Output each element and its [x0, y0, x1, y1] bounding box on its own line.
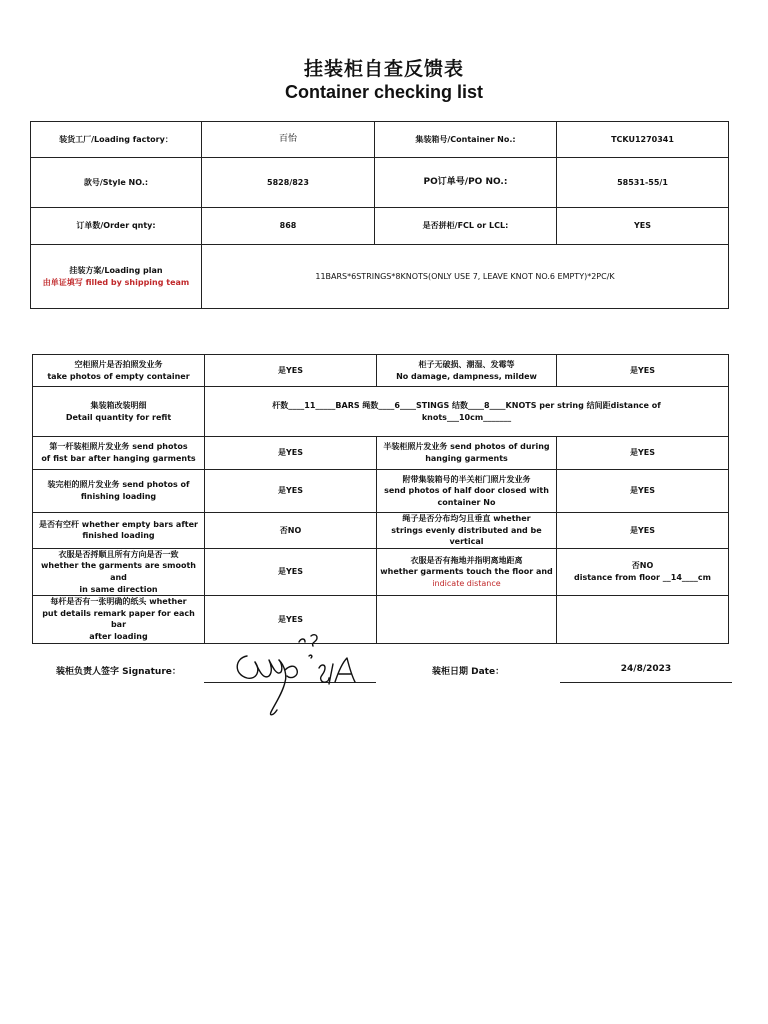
fcl-lcl-value: YES: [557, 208, 729, 245]
remark-en-3: after loading: [89, 631, 148, 641]
date-label: 装柜日期 Date：: [432, 667, 505, 677]
first-bar-en-1: send photos: [132, 442, 188, 452]
half-cn: 半装柜照片发业务: [383, 442, 448, 452]
finished-en-2: finishing loading: [80, 492, 157, 501]
first-bar-answer: 是YES: [205, 437, 377, 470]
first-bar-en-2: of fist bar after hanging garments: [41, 454, 196, 463]
smooth-question: [33, 548, 205, 595]
container-info-table: [30, 121, 729, 309]
half-en-2: hanging garments: [425, 454, 508, 463]
refit-detail: [205, 387, 729, 437]
loading-factory-value: 百怡: [202, 122, 375, 158]
floor-red-note: indicate distance: [432, 578, 501, 588]
title-english: Container checking list: [284, 82, 484, 102]
strings-answer: 是YES: [557, 513, 729, 549]
half-door-answer: 是YES: [557, 470, 729, 513]
finished-question: [33, 470, 205, 513]
container-no-value: TCKU1270341: [557, 122, 729, 158]
handwritten-signature: [225, 630, 375, 720]
loading-plan-note-cn: 由单证填写: [42, 277, 83, 287]
remark-en-1: whether: [149, 597, 187, 607]
date-line: [560, 682, 732, 683]
empty-bars-en-2: finished loading: [82, 531, 155, 541]
floor-en: whether garments touch the floor and: [380, 567, 553, 577]
half-door-question: [377, 470, 557, 513]
date-value: 24/8/2023: [620, 664, 672, 674]
half-loaded-question: [377, 437, 557, 470]
strings-en-2: strings evenly distributed and be vertical: [391, 525, 542, 547]
empty-bars-cn: 是否有空杆: [39, 519, 79, 529]
empty-photo-question: [33, 355, 205, 387]
po-no-value: 58531-55/1: [557, 158, 729, 208]
first-bar-question: [33, 437, 205, 470]
smooth-cn: 衣服是否捋顺且所有方向是否一致: [58, 549, 179, 559]
refit-line-1: 杆数____11_____BARS 绳数____6____STINGS 结数____8____KNOTS per string 结间距distance of: [272, 400, 661, 410]
strings-en-1: whether: [493, 514, 531, 523]
signature-label: 装柜负责人签字 Signature：: [56, 667, 181, 677]
loading-plan-value: 11BARS*6STRINGS*8KNOTS(ONLY USE 7, LEAVE KNOT NO.6 EMPTY)*2PC/K: [202, 245, 729, 309]
smooth-en-2: in same direction: [79, 584, 158, 594]
container-no-label: 集装箱号/Container No.:: [375, 122, 557, 158]
checklist-table: [32, 354, 729, 644]
finished-cn: 装完柜的照片发业务: [47, 480, 120, 490]
empty-bars-en-1: whether empty bars after: [81, 519, 198, 529]
floor-cn: 衣服是否有拖地并指明离地距离: [410, 555, 523, 565]
empty-bars-question: [33, 513, 205, 549]
finished-en-1: send photos of: [122, 480, 190, 490]
no-damage-cn: 柜子无破损、潮湿、发霉等: [418, 359, 515, 369]
empty-cell-2: [557, 596, 729, 643]
empty-photo-cn: 空柜照片是否拍照发业务: [74, 359, 163, 369]
empty-photo-en: take photos of empty container: [47, 371, 190, 381]
title-chinese: 挂装柜自查反馈表: [303, 58, 464, 80]
floor-answer-cn: 否NO: [631, 561, 654, 571]
loading-factory-label: 装货工厂/Loading factory：: [31, 122, 202, 158]
remark-en-2: put details remark paper for each bar: [42, 608, 195, 630]
refit-line-2: knots___10cm_______: [421, 412, 512, 422]
floor-question: [377, 548, 557, 595]
no-damage-question: [377, 355, 557, 387]
order-qnty-value: 868: [202, 208, 375, 245]
floor-distance: distance from floor __14____cm: [573, 572, 711, 582]
loading-plan-note-en: filled by shipping team: [85, 277, 190, 287]
remark-cn: 每杆是否有一张明确的纸头: [50, 597, 147, 607]
smooth-answer: 是YES: [205, 548, 377, 595]
floor-answer: [557, 548, 729, 595]
loading-plan-label: 挂装方案/Loading plan: [69, 265, 163, 275]
smooth-en-1: whether the garments are smooth and: [41, 561, 196, 582]
loading-plan-label-cell: [31, 245, 202, 309]
po-no-label: PO订单号/PO NO.:: [375, 158, 557, 208]
fcl-lcl-label: 是否拼柜/FCL or LCL:: [375, 208, 557, 245]
order-qnty-label: 订单数/Order qnty:: [31, 208, 202, 245]
first-bar-cn: 第一杆装柜照片发业务: [49, 442, 130, 452]
half-door-en-2: container No: [437, 497, 496, 507]
half-loaded-answer: 是YES: [557, 437, 729, 470]
refit-question: [33, 387, 205, 437]
remark-question: [33, 596, 205, 643]
no-damage-answer: 是YES: [557, 355, 729, 387]
half-en-1: send photos of during: [450, 442, 550, 452]
empty-photo-answer: 是YES: [205, 355, 377, 387]
empty-cell-1: [377, 596, 557, 643]
finished-answer: 是YES: [205, 470, 377, 513]
no-damage-en: No damage, dampness, mildew: [396, 371, 537, 381]
refit-en: Detail quantity for refit: [65, 412, 172, 422]
style-no-label: 款号/Style NO.:: [31, 158, 202, 208]
refit-cn: 集装箱改装明细: [90, 400, 147, 410]
strings-cn: 绳子是否分布均匀且垂直: [402, 514, 491, 523]
style-no-value: 5828/823: [202, 158, 375, 208]
half-door-en-1: send photos of half door closed with: [384, 486, 549, 496]
half-door-cn: 附带集装箱号的半关柜门照片发业务: [402, 474, 531, 484]
strings-question: [377, 513, 557, 549]
empty-bars-answer: 否NO: [205, 513, 377, 549]
remark-answer: 是YES: [205, 596, 377, 643]
loading-plan-note: [34, 277, 198, 289]
